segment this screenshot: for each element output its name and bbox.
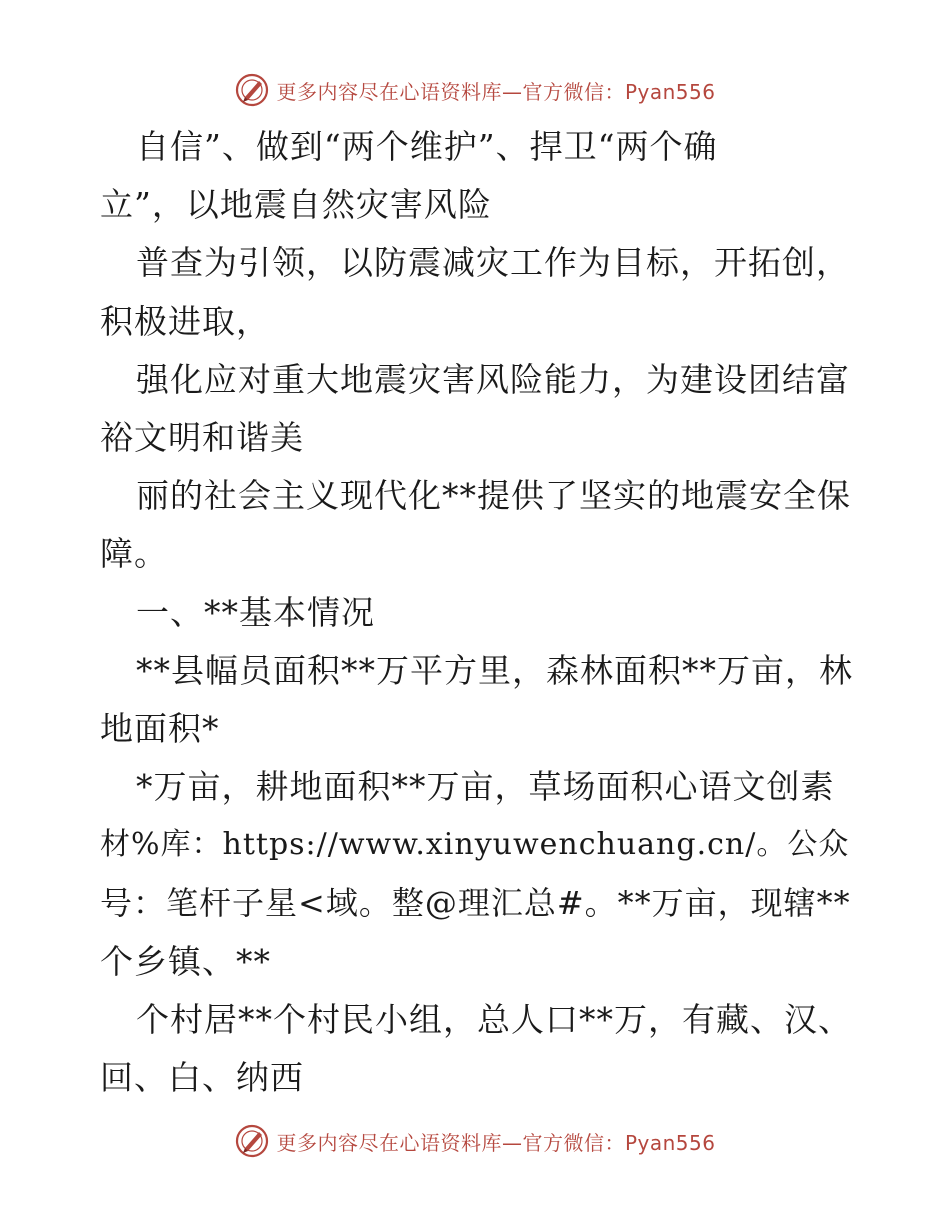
pen-logo-icon (234, 1123, 270, 1159)
header-watermark-text: 更多内容尽在心语资料库—官方微信：Pyan556 (276, 79, 716, 104)
text-line: 个乡镇、** (100, 941, 271, 981)
text-line: 立”，以地震自然灾害风险 (100, 185, 492, 225)
text-line: 丽的社会主义现代化**提供了坚实的地震安全保 (136, 476, 851, 516)
text-line: 个村居**个村民小组，总人口**万，有藏、汉、 (136, 999, 852, 1039)
text-line: 强化应对重大地震灾害风险能力，为建设团结富 (136, 359, 850, 399)
footer-watermark-banner (0, 1121, 950, 1161)
text-line: 号：笔杆子星<域。整@理汇总#。**万亩，现辖** (100, 884, 851, 923)
text-line: *万亩，耕地面积**万亩，草场面积心语文创素 (136, 767, 835, 807)
text-line: 障。 (100, 534, 168, 574)
text-line: 回、白、纳西 (100, 1058, 304, 1097)
text-line: 普查为引领，以防震减灾工作为目标，开拓创， (136, 243, 850, 283)
text-line: 材%库：https://www.xinyuwenchuang.cn/。公众 (100, 827, 850, 863)
footer-watermark-text: 更多内容尽在心语资料库—官方微信：Pyan556 (276, 1130, 716, 1155)
document-body (100, 118, 860, 1107)
pen-logo-icon (234, 72, 270, 108)
header-watermark-banner (0, 70, 950, 110)
text-line: 积极进取， (100, 301, 270, 341)
text-line: 一、**基本情况 (136, 592, 375, 632)
text-line: 地面积* (100, 708, 220, 748)
text-line: **县幅员面积**万平方里，森林面积**万亩，林 (136, 650, 853, 690)
text-line: 裕文明和谐美 (100, 417, 304, 457)
text-line: 自信”、做到“两个维护”、捍卫“两个确 (136, 127, 718, 166)
